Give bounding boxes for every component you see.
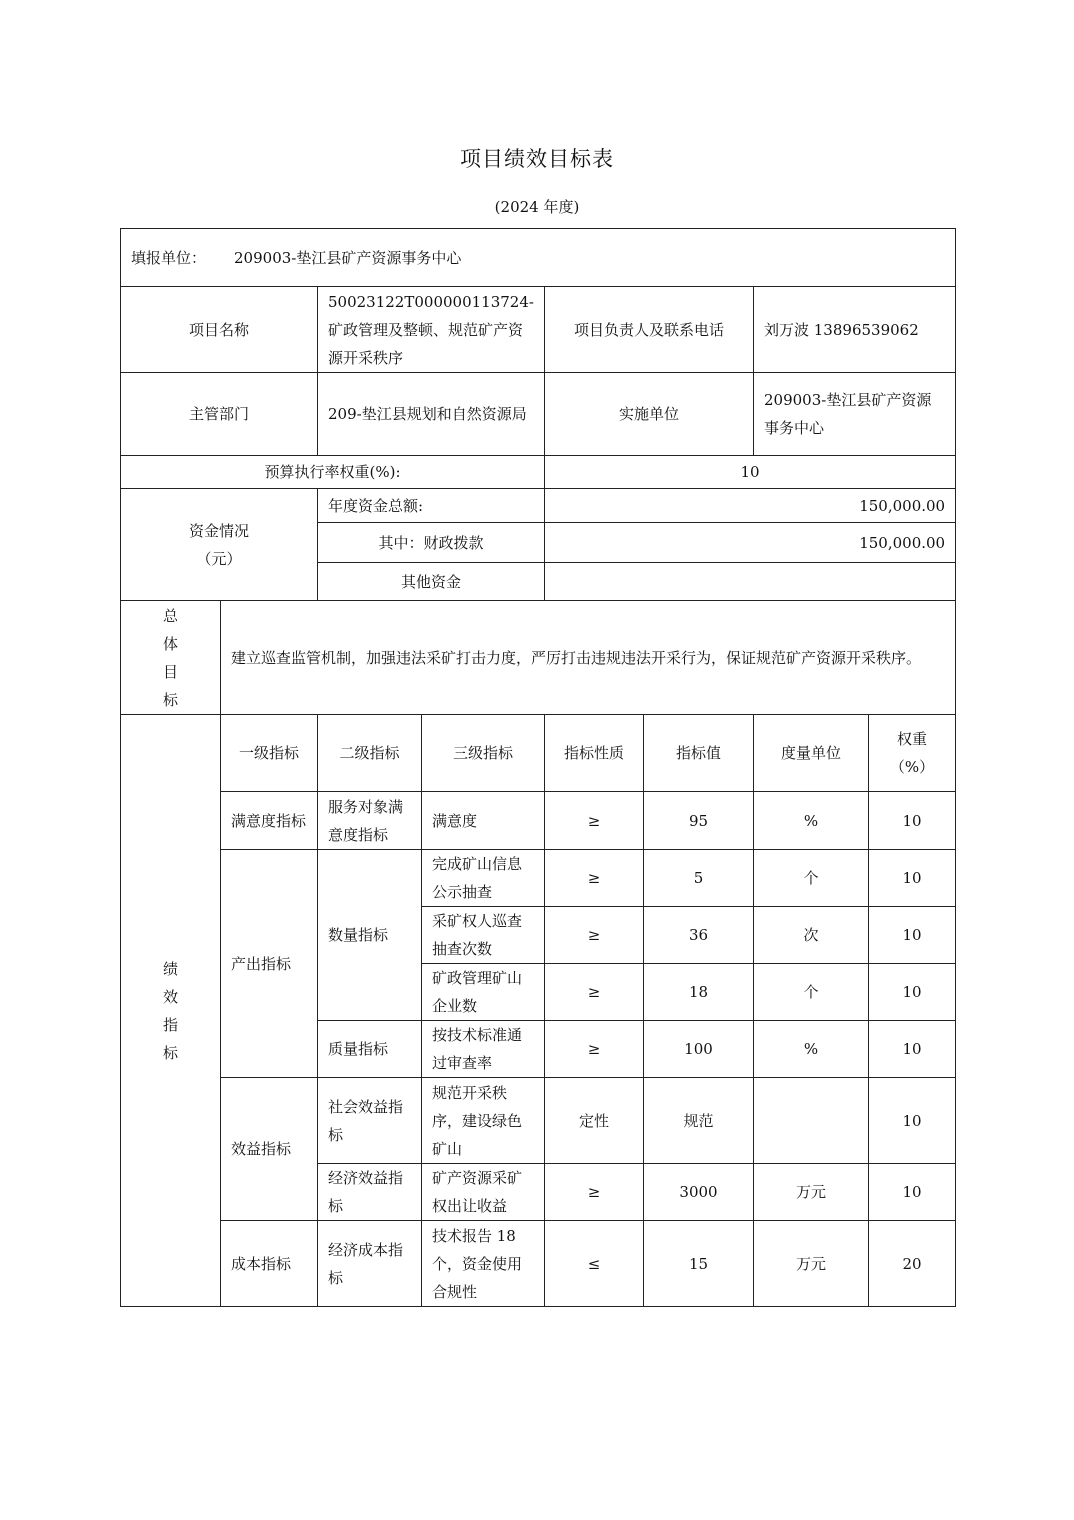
fiscal-value: 150,000.00 — [545, 523, 956, 563]
indicator-value: 15 — [644, 1221, 754, 1307]
project-name-value: 50023122T000000113724-矿政管理及整顿、规范矿产资源开采秩序 — [318, 287, 545, 373]
indicator-nature: ≥ — [545, 1164, 644, 1221]
performance-label-char: 指 — [162, 1015, 178, 1034]
indicator-unit: 万元 — [754, 1164, 869, 1221]
indicator-value: 规范 — [644, 1078, 754, 1164]
indicator-weight: 10 — [869, 850, 956, 907]
indicator-value: 18 — [644, 964, 754, 1021]
funds-label: 资金情况 — [188, 521, 249, 540]
level3-indicator: 完成矿山信息公示抽查 — [422, 850, 545, 907]
performance-table — [120, 228, 956, 1307]
other-value — [545, 563, 956, 601]
indicator-header-cell: 指标性质 — [545, 715, 644, 792]
indicator-header-cell: 一级指标 — [221, 715, 318, 792]
unit-label: 填报单位： — [131, 248, 207, 267]
overall-goal-label — [121, 601, 221, 715]
indicator-value: 36 — [644, 907, 754, 964]
level3-indicator: 满意度 — [422, 792, 545, 850]
indicator-nature: ≥ — [545, 792, 644, 850]
budget-weight-row — [121, 456, 956, 489]
indicator-value: 95 — [644, 792, 754, 850]
overall-goal-label-char: 总 — [162, 606, 178, 625]
annual-total-label: 年度资金总额: — [318, 489, 545, 523]
level3-indicator: 按技术标准通过审查率 — [422, 1021, 545, 1078]
indicator-weight: 10 — [869, 1078, 956, 1164]
performance-label-char: 绩 — [162, 959, 178, 978]
indicator-weight: 10 — [869, 1021, 956, 1078]
overall-goal-text: 建立巡查监管机制，加强违法采矿打击力度，严厉打击违规违法开采行为，保证规范矿产资源开采秩序。 — [221, 601, 956, 715]
other-label: 其他资金 — [318, 563, 545, 601]
level2-indicator: 质量指标 — [318, 1021, 422, 1078]
indicator-header-row — [121, 715, 956, 792]
budget-weight-value: 10 — [545, 456, 956, 489]
level3-indicator: 规范开采秩序，建设绿色矿山 — [422, 1078, 545, 1164]
indicator-unit: 个 — [754, 964, 869, 1021]
indicator-row — [121, 1078, 956, 1164]
funds-cell — [121, 489, 318, 601]
annual-total-value: 150,000.00 — [545, 489, 956, 523]
unit-value: 209003-垫江县矿产资源事务中心 — [234, 248, 462, 267]
indicator-value: 100 — [644, 1021, 754, 1078]
budget-weight-label: 预算执行率权重(%): — [121, 456, 545, 489]
level3-indicator: 矿政管理矿山企业数 — [422, 964, 545, 1021]
dept-value: 209-垫江县规划和自然资源局 — [318, 373, 545, 456]
level3-indicator: 采矿权人巡查抽查次数 — [422, 907, 545, 964]
indicator-header-cell: 权重（%） — [869, 715, 956, 792]
page-subtitle: (2024 年度) — [494, 198, 580, 216]
indicator-nature: ≥ — [545, 907, 644, 964]
indicator-unit: 次 — [754, 907, 869, 964]
funds-unit: （元） — [196, 549, 242, 568]
level2-indicator: 经济效益指标 — [318, 1164, 422, 1221]
level1-indicator: 效益指标 — [221, 1078, 318, 1221]
level2-indicator: 社会效益指标 — [318, 1078, 422, 1164]
indicator-weight: 20 — [869, 1221, 956, 1307]
indicator-row — [121, 1221, 956, 1307]
level3-indicator: 技术报告 18 个，资金使用合规性 — [422, 1221, 545, 1307]
indicator-nature: ≥ — [545, 1021, 644, 1078]
indicator-weight: 10 — [869, 907, 956, 964]
level2-indicator: 数量指标 — [318, 850, 422, 1021]
project-name-label: 项目名称 — [121, 287, 318, 373]
indicator-nature: 定性 — [545, 1078, 644, 1164]
level1-indicator: 满意度指标 — [221, 792, 318, 850]
indicator-header-cell: 指标值 — [644, 715, 754, 792]
indicator-weight: 10 — [869, 792, 956, 850]
performance-label — [121, 715, 221, 1307]
page-title: 项目绩效目标表 — [460, 147, 614, 171]
unit-cell — [121, 229, 956, 287]
level2-indicator: 服务对象满意度指标 — [318, 792, 422, 850]
indicator-value: 5 — [644, 850, 754, 907]
indicator-weight: 10 — [869, 964, 956, 1021]
indicator-unit — [754, 1078, 869, 1164]
indicator-nature: ≥ — [545, 964, 644, 1021]
indicator-weight: 10 — [869, 1164, 956, 1221]
project-row — [121, 287, 956, 373]
fiscal-label: 其中：财政拨款 — [318, 523, 545, 563]
overall-goal-label-char: 体 — [162, 634, 178, 653]
performance-label-char: 效 — [162, 987, 178, 1006]
indicator-row — [121, 850, 956, 907]
performance-label-char: 标 — [162, 1043, 178, 1062]
level1-indicator: 产出指标 — [221, 850, 318, 1078]
unit-row — [121, 229, 956, 287]
indicator-header-cell: 度量单位 — [754, 715, 869, 792]
level2-indicator: 经济成本指标 — [318, 1221, 422, 1307]
indicator-unit: 个 — [754, 850, 869, 907]
overall-goal-label-char: 目 — [162, 662, 178, 681]
indicator-nature: ≤ — [545, 1221, 644, 1307]
indicator-header-cell: 三级指标 — [422, 715, 545, 792]
overall-goal-label-char: 标 — [162, 690, 178, 709]
indicator-nature: ≥ — [545, 850, 644, 907]
indicator-value: 3000 — [644, 1164, 754, 1221]
manager-label: 项目负责人及联系电话 — [545, 287, 754, 373]
indicator-row — [121, 792, 956, 850]
impl-label: 实施单位 — [545, 373, 754, 456]
funds-row-total — [121, 489, 956, 523]
level3-indicator: 矿产资源采矿权出让收益 — [422, 1164, 545, 1221]
dept-label: 主管部门 — [121, 373, 318, 456]
level1-indicator: 成本指标 — [221, 1221, 318, 1307]
indicator-unit: % — [754, 792, 869, 850]
dept-row — [121, 373, 956, 456]
overall-goal-row — [121, 601, 956, 715]
indicator-unit: % — [754, 1021, 869, 1078]
impl-value: 209003-垫江县矿产资源事务中心 — [754, 373, 956, 456]
indicator-unit: 万元 — [754, 1221, 869, 1307]
indicator-header-cell: 二级指标 — [318, 715, 422, 792]
manager-value: 刘万波 13896539062 — [754, 287, 956, 373]
